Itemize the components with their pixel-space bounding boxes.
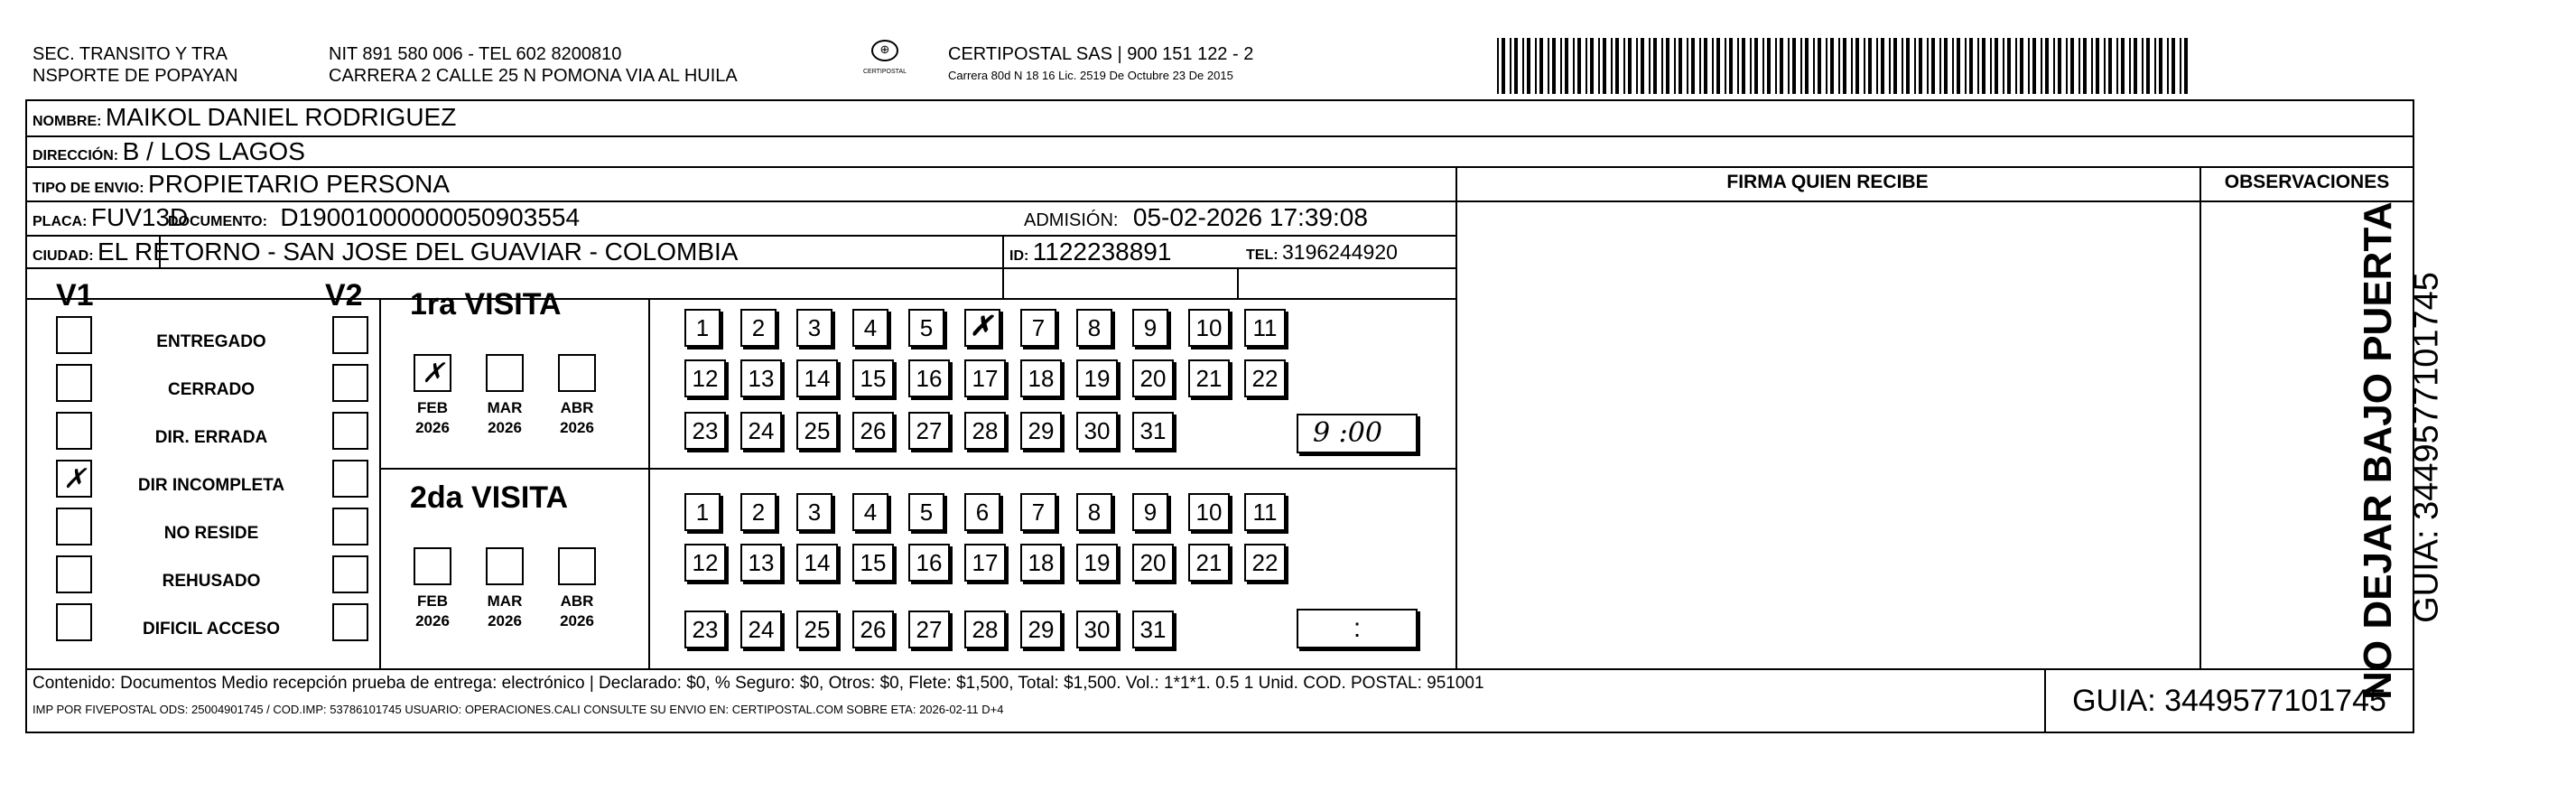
day-number: 5	[919, 313, 934, 341]
id-cell	[1009, 237, 1171, 272]
placa-cell	[33, 202, 188, 238]
v2-checkbox[interactable]	[332, 555, 368, 593]
day-number: 6	[975, 498, 990, 526]
admision-value: 05-02-2026 17:39:08	[1132, 203, 1368, 231]
day-box[interactable]	[1244, 544, 1286, 582]
sender-address	[329, 43, 907, 87]
day-number: 24	[748, 615, 775, 643]
barcode	[1497, 38, 2201, 94]
day-box[interactable]	[796, 309, 832, 347]
day-box[interactable]	[1132, 309, 1168, 347]
day-box[interactable]	[964, 359, 1006, 397]
visit2-month-checkbox[interactable]	[558, 547, 596, 585]
day-number: 9	[1143, 313, 1158, 341]
visit2-time-placeholder: :	[1353, 613, 1362, 643]
company-line-1: CERTIPOSTAL SAS | 900 151 122 - 2	[948, 44, 1254, 64]
day-number: 20	[1139, 364, 1167, 392]
month-label: ABR	[560, 399, 594, 416]
day-number: 14	[804, 364, 831, 392]
sender-line-2: NSPORTE DE POPAYAN	[33, 66, 238, 86]
nombre-row	[33, 102, 456, 137]
v1-checkbox[interactable]	[56, 316, 92, 354]
day-box[interactable]	[1020, 493, 1056, 531]
day-number: 25	[804, 416, 831, 444]
day-number: 17	[972, 364, 999, 392]
admision-cell	[1024, 202, 1368, 238]
status-label: NO RESIDE	[163, 524, 259, 543]
day-box[interactable]	[1188, 544, 1230, 582]
day-box[interactable]	[684, 544, 726, 582]
day-number: 26	[860, 615, 887, 643]
visit1-month-checkbox[interactable]	[414, 354, 451, 392]
year-label: 2026	[560, 612, 594, 629]
status-label: CERRADO	[167, 380, 256, 399]
placa-label: PLACA:	[33, 214, 88, 229]
day-box[interactable]	[796, 359, 838, 397]
day-number: 17	[972, 548, 999, 576]
day-number: 18	[1028, 548, 1055, 576]
day-box[interactable]	[964, 544, 1006, 582]
v1-checkbox[interactable]	[56, 555, 92, 593]
day-box[interactable]	[1076, 544, 1118, 582]
day-box[interactable]	[740, 611, 782, 648]
day-number: 26	[860, 416, 887, 444]
visit1-month-checkbox[interactable]	[558, 354, 596, 392]
day-number: 22	[1251, 548, 1279, 576]
day-box[interactable]	[964, 493, 1000, 531]
day-number: 10	[1195, 313, 1223, 341]
day-box[interactable]	[796, 412, 838, 450]
v2-checkbox[interactable]	[332, 460, 368, 498]
day-number: 31	[1139, 615, 1167, 643]
day-number: 4	[863, 313, 878, 341]
day-number: 18	[1028, 364, 1055, 392]
day-box[interactable]	[740, 412, 782, 450]
v1-check-mark: ✗	[63, 463, 87, 495]
day-box[interactable]	[1132, 412, 1174, 450]
day-box[interactable]	[1076, 309, 1112, 347]
footer-content-line: Contenido: Documentos Medio recepción prueba de entrega: electrónico | Declarado: $0, % Seguro: $0, Otros: $0, Flete: $1,500, Total: $1,500. Vol.: 1*1*1. 0.5 1 Unid. COD. POSTAL: 951001	[33, 674, 1484, 693]
day-box[interactable]	[1020, 412, 1062, 450]
day-number: 16	[916, 548, 943, 576]
day-number: 19	[1083, 364, 1111, 392]
day-number: 2	[751, 313, 766, 341]
footer-print-line: IMP POR FIVEPOSTAL ODS: 25004901745 / COD.IMP: 53786101745 USUARIO: OPERACIONES.CALI CONSULTE SU ENVIO EN: CERTIPOSTAL.COM SOBRE ETA: 2026-02-11 D+4	[33, 703, 1004, 716]
day-box[interactable]	[852, 493, 888, 531]
visit2-time-box[interactable]	[1297, 609, 1418, 648]
day-number: 10	[1195, 498, 1223, 526]
status-label: DIR INCOMPLETA	[137, 476, 285, 495]
visit2-month-checkbox[interactable]	[414, 547, 451, 585]
documento-label: DOCUMENTO:	[168, 214, 267, 229]
firma-header: FIRMA QUIEN RECIBE	[1726, 172, 1929, 192]
day-number: 21	[1195, 548, 1223, 576]
logo-emblem-icon: ⊕	[871, 40, 898, 61]
day-number: 13	[748, 548, 775, 576]
day-number: 16	[916, 364, 943, 392]
day-box[interactable]	[908, 359, 950, 397]
footer-guia: GUIA: 3449577101745	[2072, 684, 2386, 718]
visit1-month-checkbox[interactable]	[486, 354, 524, 392]
day-box[interactable]	[1020, 359, 1062, 397]
year-label: 2026	[415, 612, 450, 629]
day-number: 7	[1031, 498, 1046, 526]
company-line-2: Carrera 80d N 18 16 Lic. 2519 De Octubre 23 De 2015	[948, 69, 1233, 82]
day-number: 8	[1087, 498, 1102, 526]
ciudad-value: EL RETORNO - SAN JOSE DEL GUAVIAR - COLOMBIA	[98, 238, 739, 266]
day-number: 7	[1031, 313, 1046, 341]
ciudad-cell	[33, 237, 738, 272]
certipostal-logo	[858, 40, 912, 87]
tel-value: 3196244920	[1282, 240, 1398, 264]
day-number: 12	[692, 548, 719, 576]
status-label: DIR. ERRADA	[154, 428, 268, 447]
company-info	[948, 43, 1454, 83]
day-box[interactable]	[1076, 493, 1112, 531]
visit2-title: 2da VISITA	[410, 480, 569, 515]
day-box[interactable]	[1076, 412, 1118, 450]
day-box[interactable]	[740, 544, 782, 582]
day-box[interactable]	[684, 412, 726, 450]
month-label: MAR	[487, 399, 523, 416]
day-number: 30	[1083, 416, 1111, 444]
day-number: 21	[1195, 364, 1223, 392]
month-label: FEB	[417, 399, 448, 416]
day-box[interactable]	[796, 493, 832, 531]
v1-checkbox[interactable]	[56, 508, 92, 545]
day-number: 27	[916, 615, 943, 643]
v1-checkbox[interactable]	[56, 412, 92, 450]
day-box[interactable]	[684, 359, 726, 397]
day-box[interactable]	[1132, 544, 1174, 582]
day-number: 28	[972, 615, 999, 643]
day-number: 11	[1252, 313, 1278, 341]
year-label: 2026	[488, 612, 522, 629]
nombre-label: NOMBRE:	[33, 114, 102, 129]
day-number: 4	[863, 498, 878, 526]
tel-label: TEL:	[1246, 247, 1279, 263]
day-number: 30	[1083, 615, 1111, 643]
day-number: 19	[1083, 548, 1111, 576]
year-label: 2026	[415, 419, 450, 436]
day-number: 2	[751, 498, 766, 526]
day-box[interactable]	[1020, 611, 1062, 648]
day-number: 27	[916, 416, 943, 444]
day-number: 13	[748, 364, 775, 392]
direccion-row	[33, 136, 305, 172]
visit1-time-box[interactable]	[1297, 414, 1418, 453]
day-box[interactable]	[852, 611, 894, 648]
day-box[interactable]	[796, 544, 838, 582]
day-check-mark: ✗	[970, 311, 993, 342]
firma-area[interactable]	[1457, 202, 2198, 667]
day-box[interactable]	[852, 412, 894, 450]
day-number: 22	[1251, 364, 1279, 392]
v2-checkbox[interactable]	[332, 316, 368, 354]
day-number: 3	[807, 313, 822, 341]
ciudad-label: CIUDAD:	[33, 248, 94, 264]
day-number: 25	[804, 615, 831, 643]
day-box[interactable]	[740, 359, 782, 397]
day-box[interactable]	[684, 493, 721, 531]
day-box[interactable]	[908, 544, 950, 582]
tel-cell	[1246, 237, 1398, 271]
day-number: 5	[919, 498, 934, 526]
side-warning-text: NO DEJAR BAJO PUERTA	[2356, 201, 2400, 700]
day-box[interactable]	[1132, 493, 1168, 531]
admision-label: ADMISIÓN:	[1024, 210, 1119, 230]
day-number: 8	[1087, 313, 1102, 341]
day-box[interactable]	[1020, 309, 1056, 347]
sender-name	[33, 43, 321, 87]
day-box[interactable]	[1244, 359, 1286, 397]
direccion-label: DIRECCIÓN:	[33, 148, 119, 163]
sender-line-1: SEC. TRANSITO Y TRA	[33, 44, 228, 64]
documento-value: D19001000000050903554	[280, 203, 581, 231]
day-number: 15	[860, 548, 887, 576]
tipo-envio-value: PROPIETARIO PERSONA	[148, 170, 451, 198]
day-number: 24	[748, 416, 775, 444]
day-number: 11	[1252, 498, 1278, 526]
nombre-value: MAIKOL DANIEL RODRIGUEZ	[105, 103, 457, 131]
day-box[interactable]	[1244, 493, 1286, 531]
v2-checkbox[interactable]	[332, 412, 368, 450]
day-box[interactable]	[1132, 611, 1174, 648]
day-box[interactable]	[1076, 359, 1118, 397]
day-box[interactable]	[908, 309, 944, 347]
day-box[interactable]	[852, 359, 894, 397]
day-number: 28	[972, 416, 999, 444]
day-number: 14	[804, 548, 831, 576]
day-box[interactable]	[796, 611, 838, 648]
day-box[interactable]	[1076, 611, 1118, 648]
month-label: ABR	[560, 592, 594, 610]
day-box[interactable]	[1188, 309, 1230, 347]
v1-checkbox[interactable]	[56, 603, 92, 641]
id-value: 1122238891	[1032, 238, 1172, 266]
day-box[interactable]	[908, 611, 950, 648]
day-box[interactable]	[908, 412, 950, 450]
day-number: 29	[1028, 416, 1055, 444]
day-box[interactable]	[1244, 309, 1286, 347]
day-box[interactable]	[1188, 493, 1230, 531]
v2-heading: V2	[325, 278, 363, 312]
v2-checkbox[interactable]	[332, 508, 368, 545]
month-label: FEB	[417, 592, 448, 610]
day-number: 31	[1139, 416, 1167, 444]
direccion-value: B / LOS LAGOS	[122, 137, 305, 165]
visit1-title: 1ra VISITA	[410, 287, 562, 322]
day-box[interactable]	[852, 544, 894, 582]
logo-text: CERTIPOSTAL	[863, 69, 907, 75]
year-label: 2026	[560, 419, 594, 436]
day-box[interactable]	[964, 309, 1000, 347]
month-check-mark: ✗	[422, 358, 445, 389]
month-label: MAR	[487, 592, 523, 610]
day-number: 3	[807, 498, 822, 526]
day-number: 15	[860, 364, 887, 392]
day-number: 1	[695, 498, 710, 526]
day-box[interactable]	[964, 611, 1006, 648]
year-label: 2026	[488, 419, 522, 436]
side-guia-text: GUIA: 3449577101745	[2407, 272, 2446, 623]
day-box[interactable]	[964, 412, 1006, 450]
day-number: 29	[1028, 615, 1055, 643]
day-box[interactable]	[740, 309, 777, 347]
day-number: 20	[1139, 548, 1167, 576]
day-number: 12	[692, 364, 719, 392]
day-box[interactable]	[684, 611, 726, 648]
day-box[interactable]	[852, 309, 888, 347]
v2-checkbox[interactable]	[332, 364, 368, 402]
day-number: 1	[695, 313, 710, 341]
day-box[interactable]	[908, 493, 944, 531]
day-box[interactable]	[1132, 359, 1174, 397]
day-number: 9	[1143, 498, 1158, 526]
v1-checkbox[interactable]	[56, 460, 92, 498]
tipo-envio-row	[33, 169, 450, 204]
day-box[interactable]	[684, 309, 721, 347]
documento-cell	[168, 202, 580, 238]
day-box[interactable]	[1188, 359, 1230, 397]
visit1-time-handwritten: 9 :00	[1313, 417, 1382, 449]
tipo-envio-label: TIPO DE ENVIO:	[33, 181, 144, 196]
v1-heading: V1	[56, 278, 94, 312]
address-line: CARRERA 2 CALLE 25 N POMONA VIA AL HUILA	[329, 66, 738, 86]
day-box[interactable]	[740, 493, 777, 531]
nit-line: NIT 891 580 006 - TEL 602 8200810	[329, 44, 622, 64]
status-label: REHUSADO	[162, 572, 261, 591]
status-label: ENTREGADO	[156, 332, 266, 351]
placa-value: FUV13D	[90, 203, 189, 231]
visit2-month-checkbox[interactable]	[486, 547, 524, 585]
day-number: 23	[692, 615, 719, 643]
observaciones-header: OBSERVACIONES	[2224, 172, 2390, 192]
v1-checkbox[interactable]	[56, 364, 92, 402]
v2-checkbox[interactable]	[332, 603, 368, 641]
status-label: DIFICIL ACCESO	[142, 620, 280, 639]
id-label: ID:	[1009, 248, 1029, 264]
day-box[interactable]	[1020, 544, 1062, 582]
day-number: 23	[692, 416, 719, 444]
